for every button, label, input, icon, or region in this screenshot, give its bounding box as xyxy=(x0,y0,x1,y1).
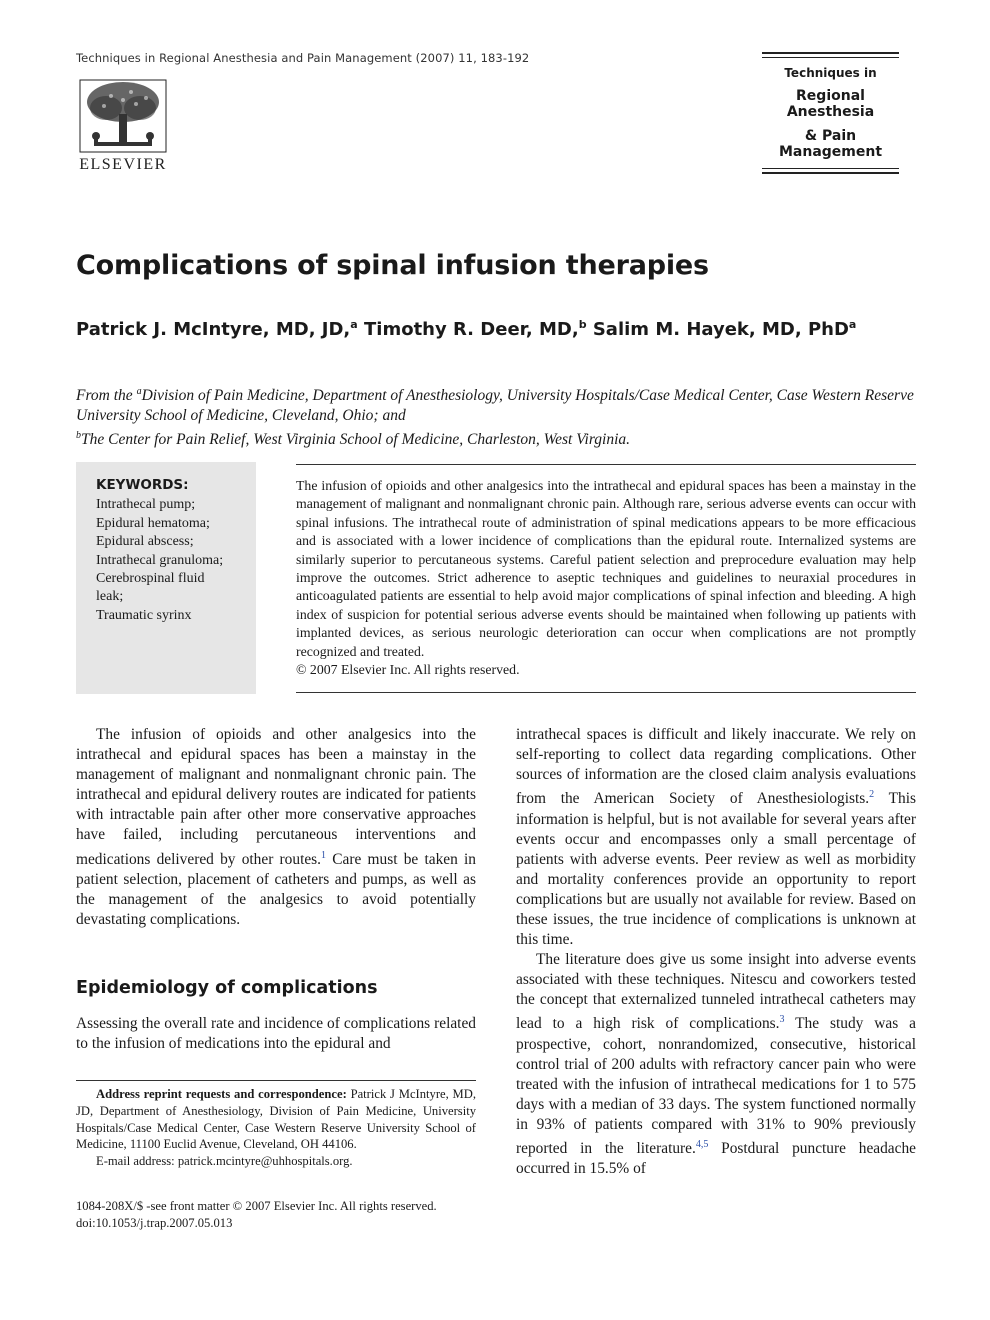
affil-a-sup: a xyxy=(136,386,142,397)
correspondence-footnote xyxy=(76,1086,476,1170)
abstract-top-rule xyxy=(296,464,916,465)
keyword-item: Epidural hematoma; xyxy=(96,515,210,531)
keywords-box xyxy=(76,462,256,694)
epi2-text-end: Postdural puncture headache occurred in 15.5% of xyxy=(516,1140,916,1178)
elsevier-tree-icon xyxy=(76,78,170,154)
intro-text-cont: Care must be taken in patient selection, placement of catheters and pumps, as well as the management of the analgesics to avoid potentially devastating complications. xyxy=(76,850,476,928)
masthead-top-rule xyxy=(762,52,899,54)
citation-ref[interactable]: 2 xyxy=(869,789,875,801)
epi2-text-cont: The study was a prospective, cohort, nonrandomized, consecutive, historical control trial of 200 adults with refractory cancer pain who were treated with the infusion of intrathecal medications for 1 to 575 days with a median of 33 days. The system functioned normally in 93% of patients compared with 31% to 90% previously reported in the literature. xyxy=(516,1015,916,1158)
author-name: Timothy R. Deer, MD, xyxy=(364,319,579,340)
epi2-text: The literature does give us some insight into adverse events associated with these techniques. Nitescu and coworkers tested the concept that externalized tunneled intrathecal catheters may lead to a high risk of complications. xyxy=(516,951,916,1033)
keyword-item: Traumatic syrinx xyxy=(96,607,192,623)
epidemiology-paragraph-2 xyxy=(516,950,916,1179)
epi-text-cont: This information is helpful, but is not available for several years after events occur and encompasses only a small percentage of patients with adverse events. Peer review as well as morbidity and mortality conferences provide an opportunity to report complications but are usually not available for review. Based on these issues, the true incidence of complications is unknown at this time. xyxy=(516,790,917,949)
author-affil-sup: a xyxy=(848,318,857,331)
affil-a: Division of Pain Medicine, Department of Anesthesiology, University Hospitals/Case Medical Center, Case Western Reserve University School of Medicine, Cleveland, Ohio; and xyxy=(76,387,914,425)
masthead-top-rule-thin xyxy=(762,57,899,58)
article-title: Complications of spinal infusion therapies xyxy=(76,250,709,281)
footnote-rule xyxy=(76,1080,476,1081)
author-affil-sup: a xyxy=(350,318,358,331)
masthead-line1: Techniques in xyxy=(784,66,877,80)
body-column-right xyxy=(516,725,916,1179)
journal-masthead xyxy=(762,52,899,177)
citation-ref[interactable]: 3 xyxy=(779,1014,785,1026)
abstract-copyright: © 2007 Elsevier Inc. All rights reserved. xyxy=(296,662,520,678)
doi-line[interactable]: doi:10.1053/j.trap.2007.05.013 xyxy=(76,1215,233,1230)
citation-ref[interactable]: 1 xyxy=(321,849,327,861)
intro-paragraph xyxy=(76,725,476,930)
keywords-heading: KEYWORDS: xyxy=(96,477,189,493)
keyword-item: Intrathecal granuloma; xyxy=(96,552,224,568)
epi-text: intrathecal spaces is difficult and likely inaccurate. We rely on self-reporting to collect data regarding complications. Other sources of information are the closed claim analysis evaluations from the American Society of Anesthesiologists. xyxy=(516,726,916,808)
author-name: Patrick J. McIntyre, MD, JD, xyxy=(76,319,351,340)
body-column-left xyxy=(76,725,476,930)
footnote-label: Address reprint requests and correspondence: xyxy=(96,1087,347,1101)
affil-prefix: From the xyxy=(76,387,137,405)
section-heading: Epidemiology of complications xyxy=(76,978,378,998)
masthead-line3: & Pain Management xyxy=(778,128,883,160)
masthead-bottom-rule-thin xyxy=(762,168,899,169)
abstract xyxy=(296,477,916,679)
epidemiology-paragraph: Assessing the overall rate and incidence of complications related to the infusion of medications into the epidural and xyxy=(76,1015,476,1053)
intro-text: The infusion of opioids and other analgesics into the intrathecal and epidural spaces has been a mainstay in the management of malignant and nonmalignant chronic pain. The intrathecal and epidural delivery routes are indicated for patients with intractable pain after other more conservative approaches have failed, including percutaneous interventions and medications delivered by other routes. xyxy=(76,726,476,868)
abstract-text: The infusion of opioids and other analgesics into the intrathecal and epidural spaces has been a mainstay in the management of malignant and nonmalignant chronic pain. Although rare, serious adverse events can occur with spinal infusions. The intrathecal route of administration of spinal medications appears to be more efficacious and is associated with a lower incidence of complications than the epidural route. Internalized systems are similarly superior to percutaneous systems. Careful patient selection and preprocedure evaluation may help improve the outcomes. Strict adherence to aseptic techniques and guidelines to neuraxial procedures in anticoagulated patients are essential to help avoid major complications of spinal infection and bleeding. A high index of suspicion for potential serious adverse events should be maintained when following up patients with implanted devices, as serious neurologic deterioration can occur when complications are not promptly recognized and treated. xyxy=(296,478,916,659)
author-affil-sup: b xyxy=(578,318,587,331)
affil-b: The Center for Pain Relief, West Virginia School of Medicine, Charleston, West Virginia. xyxy=(81,431,631,449)
keyword-item: Cerebrospinal fluid leak; xyxy=(96,571,205,605)
epidemiology-paragraph-cont xyxy=(516,725,916,950)
masthead-line2: Regional Anesthesia xyxy=(786,88,875,120)
keyword-item: Intrathecal pump; xyxy=(96,497,196,513)
author-list xyxy=(76,318,856,340)
author-name: Salim M. Hayek, MD, PhD xyxy=(592,319,849,340)
citation-ref[interactable]: 4,5 xyxy=(695,1139,709,1151)
keyword-item: Epidural abscess; xyxy=(96,534,194,550)
issn-line: 1084-208X/$ -see front matter © 2007 Elsevier Inc. All rights reserved. xyxy=(76,1199,437,1213)
elsevier-wordmark: ELSEVIER xyxy=(79,156,167,173)
affil-b-sup: b xyxy=(76,430,81,442)
elsevier-logo xyxy=(76,78,170,174)
body-column-left-section xyxy=(76,1014,476,1054)
abstract-bottom-rule xyxy=(296,692,916,693)
footnote-email[interactable]: E-mail address: patrick.mcintyre@uhhospitals.org. xyxy=(96,1154,353,1169)
affiliations xyxy=(76,382,916,450)
masthead-bottom-rule xyxy=(762,172,899,174)
issn-doi xyxy=(76,1198,496,1232)
footnote-text: Patrick J McIntyre, MD, JD, Department of Anesthesiology, Division of Pain Medicine, University Hospitals/Case Medical Center, Case Western Reserve University School of Medicine, 11100 Euclid Avenue, Cleveland, OH 44106. xyxy=(76,1087,476,1152)
journal-citation: Techniques in Regional Anesthesia and Pain Management (2007) 11, 183-192 xyxy=(76,51,530,65)
